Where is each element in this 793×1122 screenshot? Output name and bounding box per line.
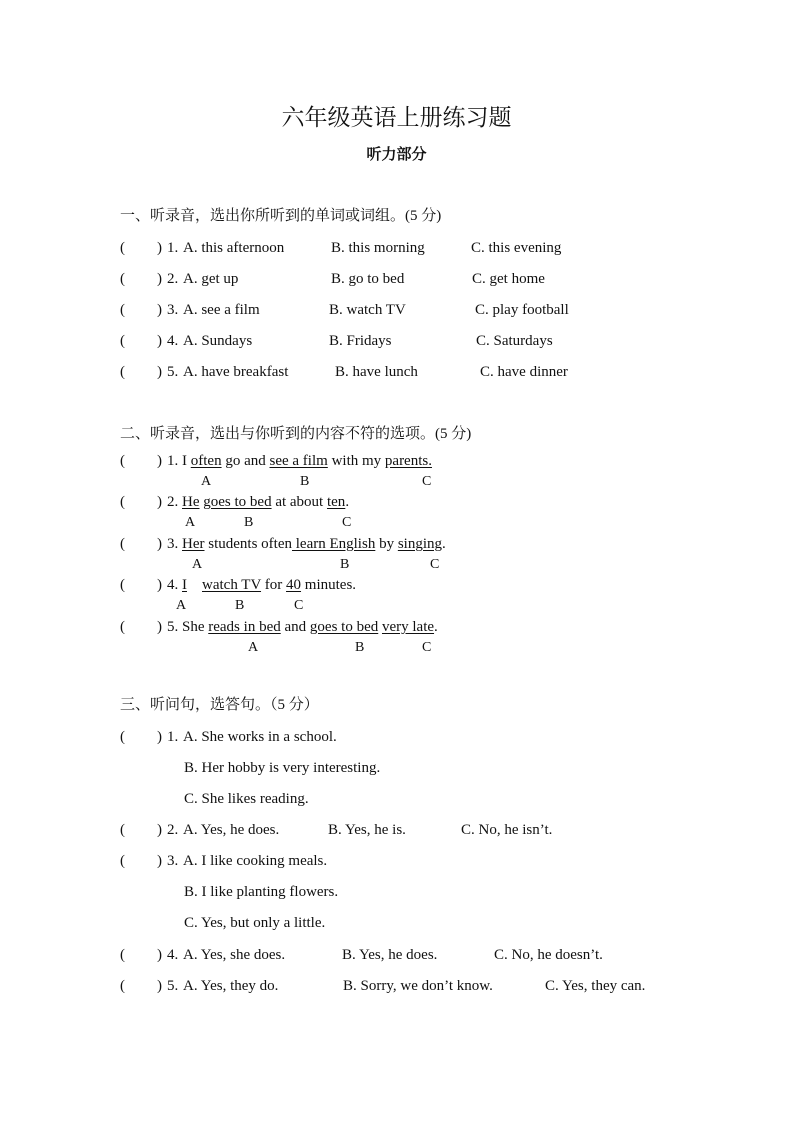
answer-paren-close: ) bbox=[157, 978, 162, 994]
label-b: B bbox=[300, 474, 310, 489]
option-a: A. Yes, they do. bbox=[183, 978, 279, 994]
option-b: B. watch TV bbox=[329, 302, 406, 318]
underlined-option-c: parents. bbox=[384, 453, 432, 469]
item-number: 1. bbox=[167, 240, 179, 256]
underlined-option-c: singing bbox=[397, 536, 443, 552]
option-c: C. No, he isn’t. bbox=[461, 822, 553, 838]
item-number: 5. bbox=[167, 364, 179, 380]
label-b: B bbox=[340, 557, 350, 572]
underlined-option-b: watch TV bbox=[202, 577, 262, 593]
label-c: C bbox=[422, 640, 432, 655]
option-b: B. this morning bbox=[331, 240, 425, 256]
answer-paren-close: ) bbox=[157, 947, 162, 963]
answer-paren-close: ) bbox=[157, 453, 162, 469]
label-c: C bbox=[430, 557, 440, 572]
underlined-option-b: see a film bbox=[269, 453, 328, 469]
underlined-option-a: often bbox=[190, 453, 222, 469]
answer-paren-open[interactable]: ( bbox=[120, 978, 125, 994]
option-a: A. Sundays bbox=[183, 333, 253, 349]
option-b: B. Her hobby is very interesting. bbox=[184, 760, 381, 776]
answer-paren-close: ) bbox=[157, 364, 162, 380]
option-b: B. go to bed bbox=[331, 271, 405, 287]
item-number: 1. bbox=[167, 729, 179, 745]
item-number: 2. bbox=[167, 271, 179, 287]
answer-paren-open[interactable]: ( bbox=[120, 240, 125, 256]
item-number: 5. bbox=[167, 978, 179, 994]
answer-paren-close: ) bbox=[157, 619, 162, 635]
underlined-option-c: very late bbox=[381, 619, 435, 635]
option-c: C. Yes, they can. bbox=[545, 978, 646, 994]
answer-paren-close: ) bbox=[157, 536, 162, 552]
option-a: A. Yes, she does. bbox=[183, 947, 286, 963]
label-c: C bbox=[294, 598, 304, 613]
answer-paren-open[interactable]: ( bbox=[120, 536, 125, 552]
option-c: C. Saturdays bbox=[476, 333, 553, 349]
underlined-option-b: goes to bed bbox=[309, 619, 379, 635]
answer-paren-close: ) bbox=[157, 240, 162, 256]
answer-paren-close: ) bbox=[157, 577, 162, 593]
label-b: B bbox=[355, 640, 365, 655]
answer-paren-close: ) bbox=[157, 271, 162, 287]
underlined-option-a: Her bbox=[182, 536, 205, 552]
answer-paren-open[interactable]: ( bbox=[120, 619, 125, 635]
section-2-heading: 二、听录音，选出与你听到的内容不符的选项。(5 分) bbox=[120, 426, 472, 442]
option-a: A. have breakfast bbox=[183, 364, 289, 380]
answer-paren-close: ) bbox=[157, 853, 162, 869]
option-b: B. Fridays bbox=[329, 333, 392, 349]
option-c: C. get home bbox=[472, 271, 545, 287]
label-a: A bbox=[201, 474, 212, 489]
option-c: C. She likes reading. bbox=[184, 791, 309, 807]
option-a: A. She works in a school. bbox=[183, 729, 337, 745]
option-c: C. this evening bbox=[471, 240, 562, 256]
answer-paren-close: ) bbox=[157, 302, 162, 318]
option-b: B. Yes, he is. bbox=[328, 822, 406, 838]
sentence: 5. She reads in bed and goes to bed very late. bbox=[167, 619, 438, 635]
sentence: 3. Her students often learn English by singing. bbox=[167, 536, 446, 552]
option-a: A. Yes, he does. bbox=[183, 822, 280, 838]
option-c: C. Yes, but only a little. bbox=[184, 915, 326, 931]
item-number: 4. bbox=[167, 333, 179, 349]
answer-paren-close: ) bbox=[157, 729, 162, 745]
label-a: A bbox=[248, 640, 259, 655]
option-b: B. Sorry, we don’t know. bbox=[343, 978, 493, 994]
underlined-option-a: He bbox=[182, 494, 200, 510]
underlined-option-c: 40 bbox=[286, 577, 302, 593]
underlined-option-a: I bbox=[182, 577, 187, 593]
answer-paren-open[interactable]: ( bbox=[120, 822, 125, 838]
answer-paren-close: ) bbox=[157, 494, 162, 510]
sentence: 2. He goes to bed at about ten. bbox=[167, 494, 350, 510]
page-title: 六年级英语上册练习题 bbox=[281, 105, 512, 130]
option-b: B. Yes, he does. bbox=[342, 947, 438, 963]
label-c: C bbox=[422, 474, 432, 489]
option-c: C. No, he doesn’t. bbox=[494, 947, 603, 963]
option-a: A. I like cooking meals. bbox=[183, 853, 328, 869]
label-a: A bbox=[185, 515, 196, 530]
option-a: A. get up bbox=[183, 271, 239, 287]
answer-paren-open[interactable]: ( bbox=[120, 302, 125, 318]
item-number: 3. bbox=[167, 302, 179, 318]
section-3-heading: 三、听问句，选答句。（5 分） bbox=[120, 697, 319, 713]
answer-paren-open[interactable]: ( bbox=[120, 453, 125, 469]
underlined-option-c: ten bbox=[326, 494, 346, 510]
option-b: B. have lunch bbox=[335, 364, 418, 380]
section-1-heading: 一、听录音，选出你所听到的单词或词组。(5 分) bbox=[120, 208, 442, 224]
page-subtitle: 听力部分 bbox=[366, 147, 427, 163]
answer-paren-open[interactable]: ( bbox=[120, 333, 125, 349]
answer-paren-open[interactable]: ( bbox=[120, 577, 125, 593]
option-b: B. I like planting flowers. bbox=[184, 884, 339, 900]
answer-paren-open[interactable]: ( bbox=[120, 364, 125, 380]
item-number: 4. bbox=[167, 947, 179, 963]
sentence: 1. I often go and see a film with my parents. bbox=[167, 453, 432, 469]
answer-paren-open[interactable]: ( bbox=[120, 729, 125, 745]
option-c: C. play football bbox=[475, 302, 569, 318]
item-number: 3. bbox=[167, 853, 179, 869]
label-c: C bbox=[342, 515, 352, 530]
underlined-option-b: goes to bed bbox=[203, 494, 272, 510]
label-a: A bbox=[176, 598, 187, 613]
answer-paren-close: ) bbox=[157, 822, 162, 838]
label-b: B bbox=[235, 598, 245, 613]
sentence: 4. I watch TV for 40 minutes. bbox=[167, 577, 357, 593]
label-a: A bbox=[192, 557, 203, 572]
option-c: C. have dinner bbox=[480, 364, 568, 380]
answer-paren-open[interactable]: ( bbox=[120, 494, 125, 510]
label-b: B bbox=[244, 515, 254, 530]
item-number: 2. bbox=[167, 822, 179, 838]
answer-paren-close: ) bbox=[157, 333, 162, 349]
option-a: A. this afternoon bbox=[183, 240, 285, 256]
answer-paren-open[interactable]: ( bbox=[120, 271, 125, 287]
answer-paren-open[interactable]: ( bbox=[120, 947, 125, 963]
option-a: A. see a film bbox=[183, 302, 260, 318]
underlined-option-b: learn English bbox=[292, 536, 376, 552]
underlined-option-a: reads in bed bbox=[208, 619, 281, 635]
answer-paren-open[interactable]: ( bbox=[120, 853, 125, 869]
